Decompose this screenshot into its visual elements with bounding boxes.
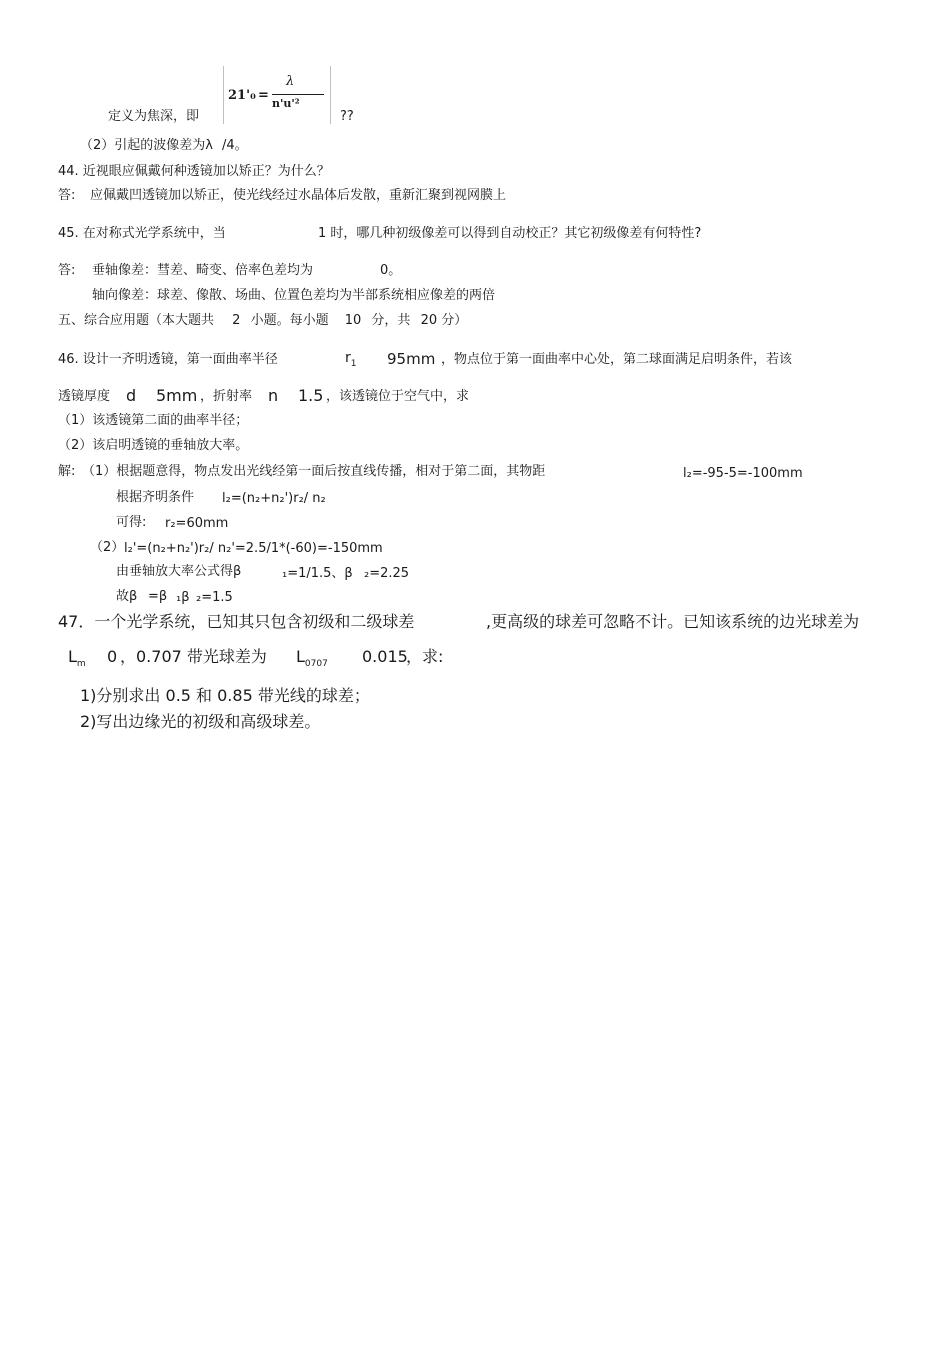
section-5-heading: [58, 313, 467, 329]
r1-value: 95mm: [387, 350, 436, 368]
object-distance-l2: l₂=-95-5=-100mm: [683, 466, 803, 481]
answer-44: 应佩戴凹透镜加以矫正，使光线经过水晶体后发散，重新汇聚到视网膜上: [90, 188, 507, 203]
question-45-part1: 45. 在对称式光学系统中，当: [58, 226, 226, 241]
L0707-value: 0.015: [362, 647, 408, 666]
n-symbol: n: [268, 386, 279, 405]
section-5-count: 2: [232, 313, 241, 328]
question-47-line1-tail: ,更高级的球差可忽略不计。已知该系统的边光球差为: [486, 612, 860, 631]
r1-symbol: $r_1$: [345, 350, 357, 369]
answer-45-label: 答:: [58, 263, 76, 278]
solution-label: 解:: [58, 464, 76, 479]
requirement-2: （2）该启明透镜的垂轴放大率。: [58, 438, 249, 453]
total-beta-eq: =β: [148, 589, 168, 604]
focal-depth-definition: 定义为焦深，即: [108, 109, 200, 124]
solution-step-1: （1）根据题意得，物点发出光线经第一面后按直线传播，相对于第二面，其物距: [82, 464, 546, 479]
refractive-index-label: ，折射率: [200, 389, 253, 404]
focal-depth-formula: [223, 66, 331, 124]
formula-denominator: n'u'²: [272, 97, 300, 110]
question-46-line2-tail: ，该透镜位于空气中，求: [326, 389, 470, 404]
beta1-value: ₁=1/1.5、β: [282, 566, 353, 581]
Lm-value: 0: [107, 647, 118, 666]
formula-fraction-bar: [272, 94, 324, 95]
d-value: 5mm: [156, 386, 198, 405]
answer-45-line1: 垂轴像差：彗差、畸变、倍率色差均为: [92, 263, 314, 278]
section-5-heading-c: 小题。每小题: [250, 313, 329, 328]
formula-numerator: λ: [286, 74, 295, 89]
question-47-line1: 47．一个光学系统，已知其只包含初级和二级球差: [58, 612, 415, 631]
result-label: 可得:: [116, 515, 147, 530]
question-47-line2: ，0.707 带光球差为: [120, 647, 267, 666]
answer-45-line2: 轴向像差：球差、像散、场曲、位置色差均为半部系统相应像差的两倍: [92, 288, 496, 303]
d-symbol: d: [126, 386, 137, 405]
section-5-total: 20 分）: [420, 313, 468, 328]
section-5-points: 10: [344, 313, 362, 328]
question-46-line2: 透镜厚度: [58, 389, 111, 404]
question-46-line1-tail: ，物点位于第一面曲率中心处，第二球面满足启明条件，若该: [441, 352, 793, 367]
formula-equals: =: [258, 88, 269, 103]
requirement-1: （1）该透镜第二面的曲率半径；: [58, 413, 249, 428]
question-44: 44. 近视眼应佩戴何种透镜加以矫正？为什么？: [58, 164, 330, 179]
answer-45-line1-tail: 0。: [380, 263, 402, 278]
magnification-formula-label: 由垂轴放大率公式得β: [116, 564, 242, 579]
question-46-line1: 46. 设计一齐明透镜，第一面曲率半径: [58, 352, 278, 367]
L0707-symbol: $L_{0707}$: [296, 647, 328, 670]
wave-aberration-text: （2）引起的波像差为λ: [80, 138, 213, 153]
Lm-symbol: $L_m$: [68, 647, 86, 670]
wave-aberration-tail: /4。: [222, 138, 248, 153]
question-45-part2: 1 时，哪几种初级像差可以得到自动校正？其它初级像差有何特性?: [318, 226, 702, 241]
n-value: 1.5: [298, 386, 324, 405]
answer-44-label: 答:: [58, 188, 76, 203]
total-beta-result: ₂=1.5: [196, 590, 233, 605]
formula-trailing-marks: ??: [340, 109, 354, 124]
section-5-heading-a: 五、综合应用题（本大题共: [58, 313, 215, 328]
question-47-item-1: 1)分别求出 0.5 和 0.85 带光线的球差；: [80, 686, 370, 705]
total-beta-label: 故β: [116, 589, 138, 604]
question-47-item-2: 2)写出边缘光的初级和高级球差。: [80, 712, 321, 731]
solution-step-2-label: （2）: [90, 540, 125, 555]
image-distance-formula: l₂'=(n₂+n₂')r₂/ n₂'=2.5/1*(-60)=-150mm: [124, 541, 383, 556]
r2-result: r₂=60mm: [165, 516, 229, 531]
formula-lhs: 21'₀: [228, 88, 256, 103]
aplanatic-condition-label: 根据齐明条件: [116, 490, 195, 505]
question-47-line2-tail: ，求:: [406, 647, 444, 666]
beta2-value: ₂=2.25: [364, 566, 410, 581]
section-5-heading-e: 分，共: [371, 313, 411, 328]
total-beta-b1: ₁β: [176, 590, 190, 605]
aplanatic-condition-formula: l₂=(n₂+n₂')r₂/ n₂: [222, 491, 326, 506]
